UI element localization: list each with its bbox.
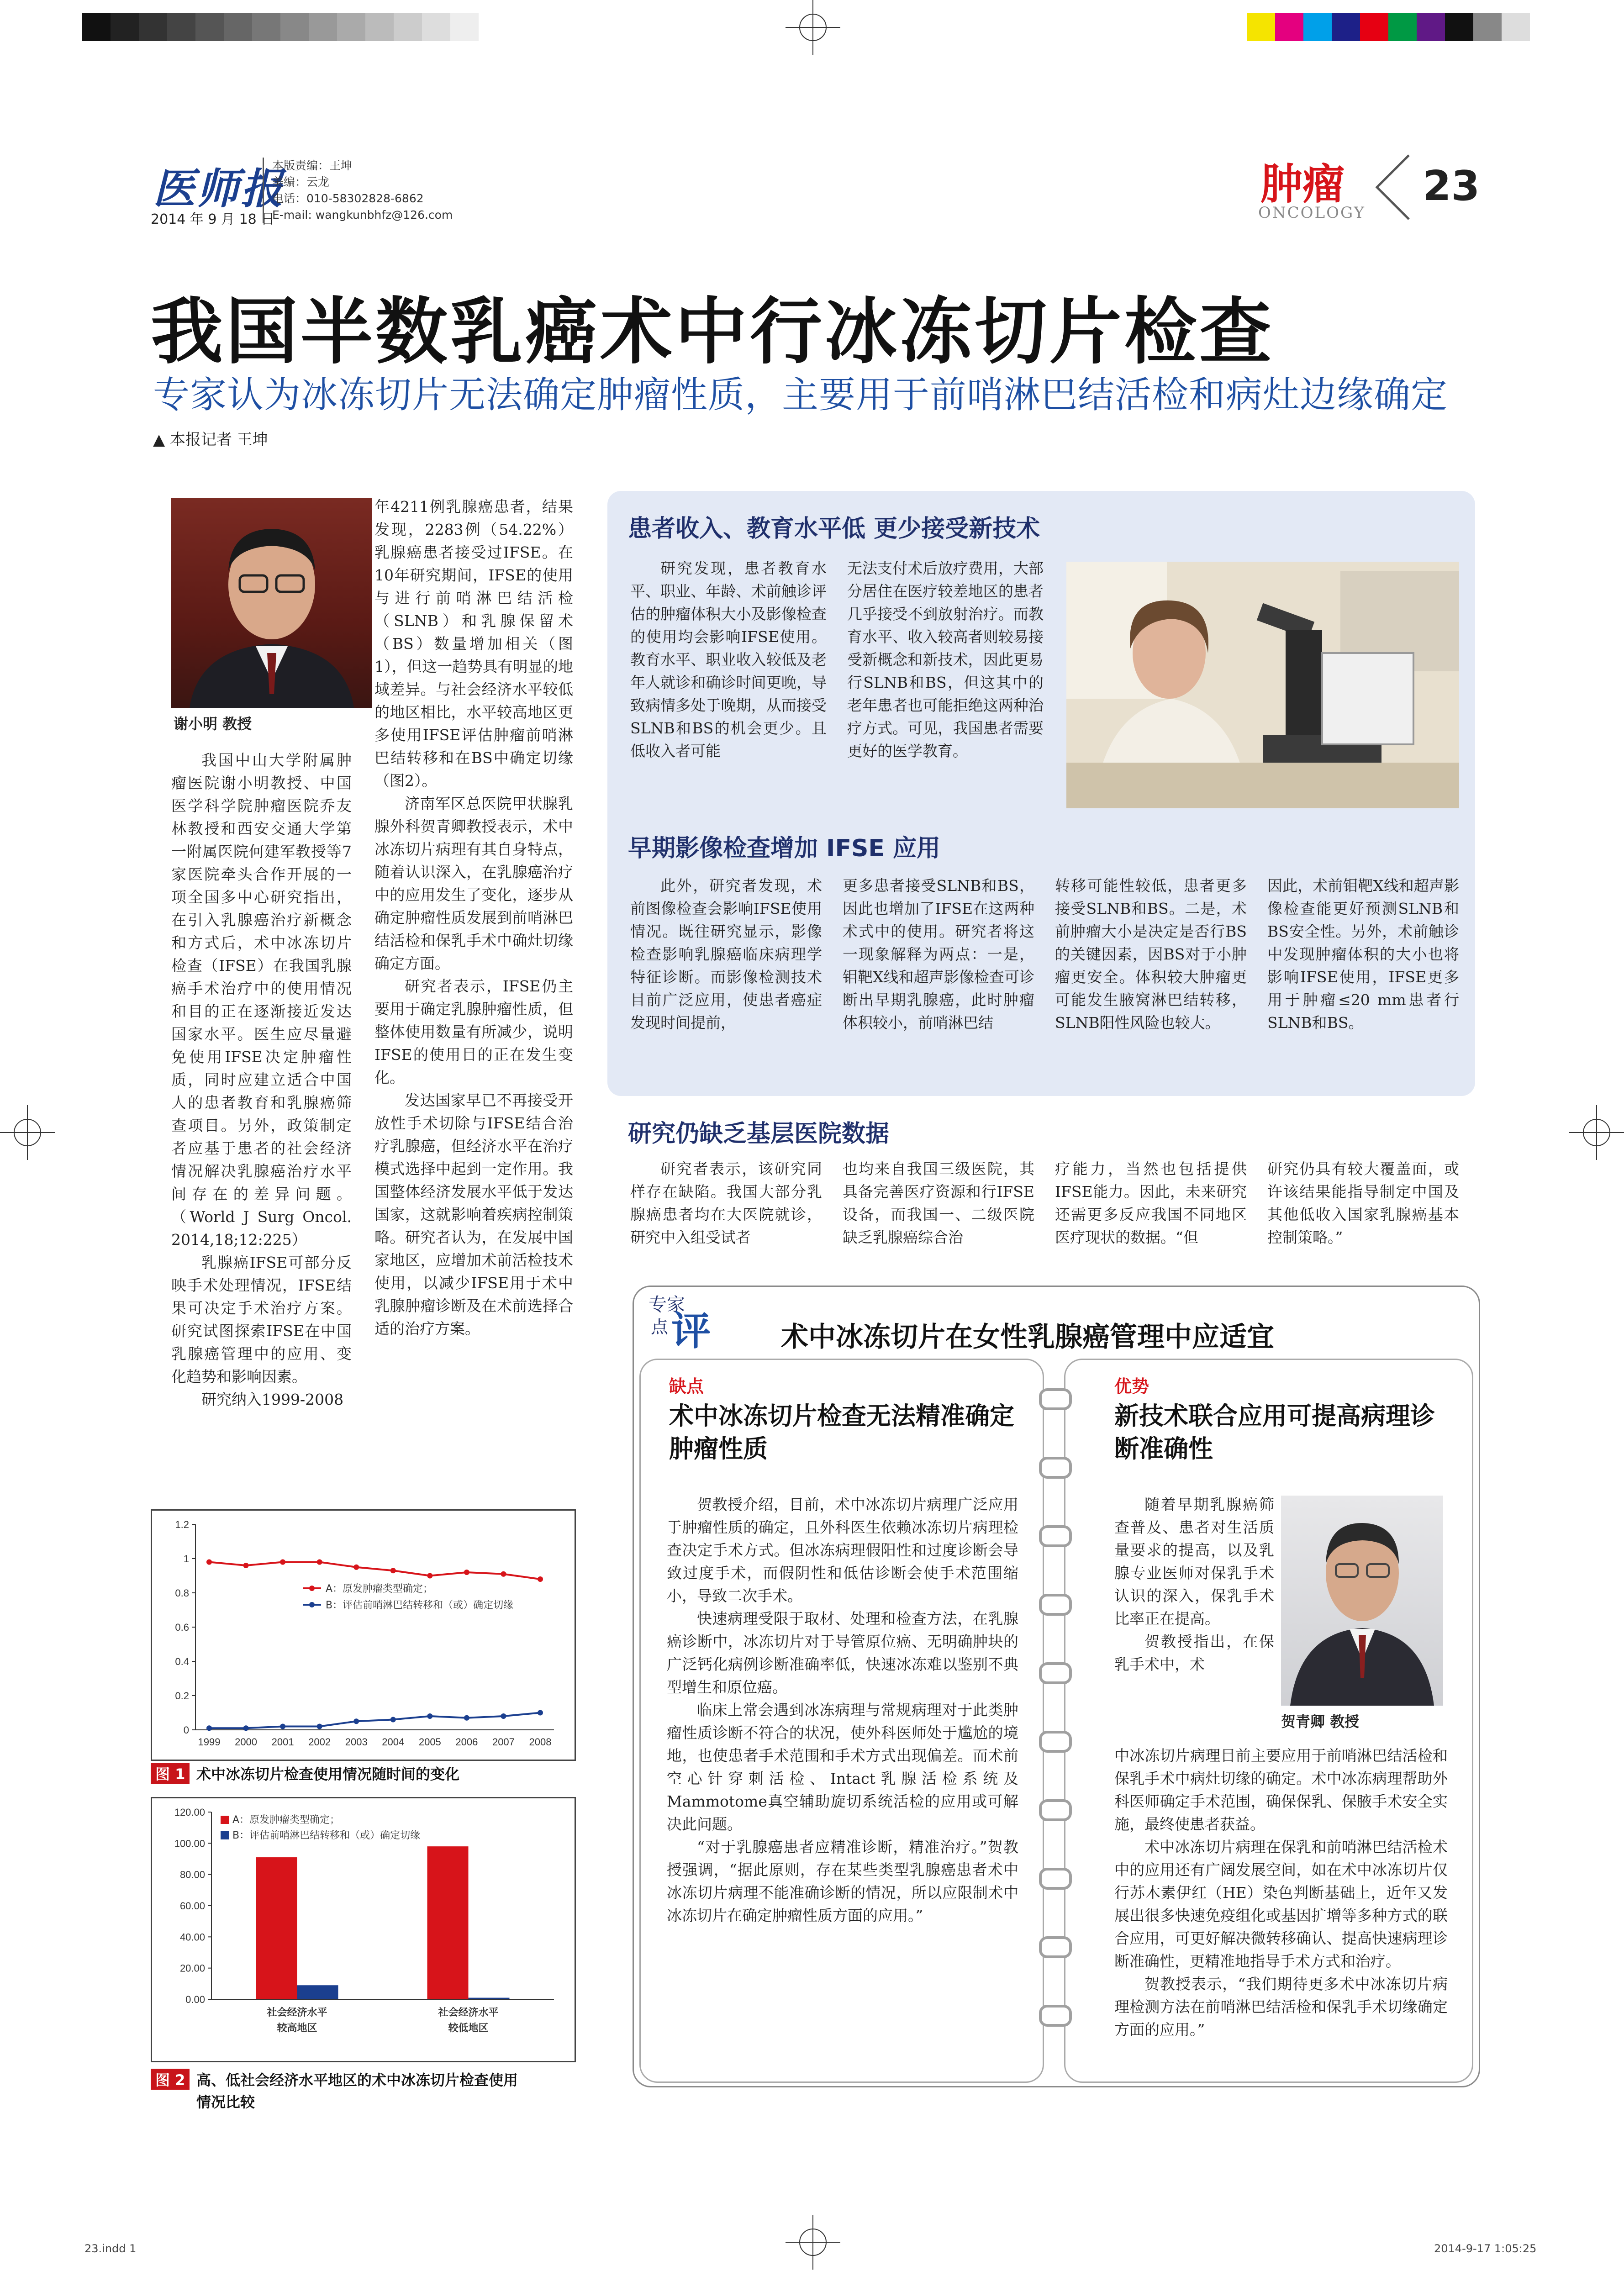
newspaper-logo: 医师报 — [153, 164, 285, 213]
paragraph: 年4211例乳腺癌患者，结果发现，2283例（54.22%）乳腺癌患者接受过IFSE。在10年研究期间，IFSE的使用与进行前哨淋巴结活检（SLNB）和乳腺保留术（BS）数量增加相关（图1），但这一趋势具有明显的地域差异。与社会经济水平较低的地区相比，水平较高地区更多使用IFSE评估肿瘤前哨淋巴结转移和在BS中确定切缘（图2）。 — [374, 498, 573, 790]
y-tick-label: 0 — [183, 1724, 189, 1736]
paragraph: 发达国家早已不再接受开放性手术切除与IFSE结合治疗乳腺癌，但经济水平在治疗模式选择中起到一定作用。我国整体经济发展水平低于发达国家，这就影响着疾病控制策略。研究者认为，在发展中国家地区，应增加术前活检技术使用，以减少IFSE用于术中乳腺肿瘤诊断及在术前选择合适的治疗方案。 — [374, 1091, 573, 1338]
box2-column-2 — [843, 875, 1034, 1034]
box2-column-4 — [1267, 875, 1459, 1034]
paragraph: 研究仍具有较大覆盖面，或许该结果能指导制定中国及其他低收入国家乳腺癌基本控制策略。” — [1267, 1160, 1459, 1246]
x-tick-label: 2008 — [529, 1736, 552, 1748]
editor-line: 本版责编：王坤 — [272, 159, 353, 172]
binder-ring — [1039, 1936, 1072, 1958]
disadvantage-title: 术中冰冻切片检查无法精准确定肿瘤性质 — [669, 1402, 1014, 1463]
binder-ring — [1039, 1731, 1072, 1753]
author-photo-caption: 谢小明 教授 — [174, 715, 252, 732]
figure2-label: 图 2 — [151, 2069, 190, 2090]
binder-ring — [1039, 1457, 1072, 1479]
legend-label: A：原发肿瘤类型确定； — [232, 1814, 340, 1826]
advantage-label: 优势 — [1114, 1376, 1149, 1396]
y-tick-label: 0.8 — [175, 1587, 189, 1599]
box2-heading: 早期影像检查增加 IFSE 应用 — [628, 835, 941, 862]
section3-column-1 — [630, 1158, 822, 1249]
expert-photo — [1281, 1496, 1443, 1706]
section3-column-3 — [1055, 1158, 1247, 1249]
expert-comment-title: 术中冰冻切片在女性乳腺癌管理中应适宜 — [781, 1321, 1274, 1353]
section-name: 肿瘤 — [1260, 159, 1345, 209]
x-tick-label: 2004 — [382, 1736, 405, 1748]
legend-swatch — [221, 1816, 229, 1824]
footer-filename: 23.indd 1 — [84, 2242, 137, 2255]
paragraph: 济南军区总医院甲状腺乳腺外科贺青卿教授表示，术中冰冻切片病理有其自身特点，随着认识深入，在乳腺癌治疗中的应用发生了变化，逐步从确定肿瘤性质发展到前哨淋巴结活检和保乳手术中确灶切缘确定方面。 — [374, 795, 573, 972]
paragraph: 转移可能性较低，患者更多接受SLNB和BS。二是，术前肿瘤大小是决定是否行BS的关键因素，因BS对于小肿瘤更安全。体积较大肿瘤更可能发生腋窝淋巴结转移，SLNB阳性风险也较大。 — [1055, 877, 1247, 1032]
legend-marker — [309, 1602, 315, 1607]
expert-tag-label: 专家 — [649, 1294, 685, 1315]
bar — [469, 1998, 510, 1999]
section3-heading: 研究仍缺乏基层医院数据 — [628, 1120, 890, 1148]
category-label: 较低地区 — [448, 2023, 489, 2034]
data-point — [390, 1717, 396, 1723]
paragraph: 临床上常会遇到冰冻病理与常规病理对于此类肿瘤性质诊断不符合的状况，使外科医师处于尴尬的境地，也使患者手术范围和手术方式出现偏差。而术前空心针穿刺活检、Intact乳腺活检系统及Mammotome真空辅助旋切系统活检的应用或可解决此问题。 — [667, 1701, 1018, 1833]
advantage-text-bottom — [1114, 1744, 1448, 2041]
data-point — [317, 1724, 322, 1729]
data-point — [538, 1710, 543, 1716]
paragraph: 贺教授指出，在保乳手术中，术 — [1114, 1633, 1274, 1673]
byline: ▲ 本报记者 王坤 — [153, 431, 268, 449]
y-tick-label: 80.00 — [179, 1869, 205, 1881]
paragraph: 贺教授介绍，目前，术中冰冻切片病理广泛应用于肿瘤性质的确定，且外科医生依赖冰冻切片病理检查决定手术方式。但冰冻病理假阳性和过度诊断会导致过度手术，而假阴性和低估诊断会使手术范围缩小，导致二次手术。 — [667, 1496, 1018, 1605]
bar — [297, 1985, 338, 1999]
advantage-text-top — [1114, 1493, 1274, 1676]
color-registration-bar — [1247, 13, 1558, 41]
paragraph: 我国中山大学附属肿瘤医院谢小明教授、中国医学科学院肿瘤医院乔友林教授和西安交通大学第一附属医院何建军教授等7家医院牵头合作开展的一项全国多中心研究指出，在引入乳腺癌治疗新概念和方式后，术中冰冻切片检查（IFSE）在我国乳腺癌手术治疗中的使用情况和目的正在逐渐接近发达国家水平。医生应尽量避免使用IFSE决定肿瘤性质，同时应建立适合中国人的患者教育和乳腺癌筛查项目。另外，政策制定者应基于患者的社会经济情况解决乳腺癌治疗水平间存在的差异问题。（World J Surg Oncol. 2014,18;12:225） — [171, 751, 352, 1249]
category-label: 社会经济水平 — [267, 2007, 327, 2018]
binder-ring — [1039, 1799, 1072, 1821]
figure1-line-chart — [151, 1509, 576, 1761]
paragraph: 术中冰冻切片病理在保乳和前哨淋巴结活检术中的应用还有广阔发展空间，如在术中冰冻切片仅行苏木素伊红（HE）染色判断基础上，近年又发展出很多快速免疫组化或基因扩增等多种方式的联合应用，可更好解决微转移确认、提高快速病理诊断准确性，更精准地指导手术方式和治疗。 — [1114, 1838, 1448, 1970]
editor-line: E-mail: wangkunbhfz@126.com — [272, 208, 453, 221]
data-point — [206, 1560, 212, 1565]
expert-tag-point: 点 — [651, 1317, 669, 1337]
figure2-title-line1: 高、低社会经济水平地区的术中冰冻切片检查使用 — [196, 2071, 518, 2089]
y-tick-label: 0.00 — [185, 1994, 205, 2005]
expert-photo-caption: 贺青卿 教授 — [1281, 1713, 1360, 1730]
subheadline: 专家认为冰冻切片无法确定肿瘤性质，主要用于前哨淋巴结活检和病灶边缘确定 — [153, 374, 1448, 416]
box1-column-2 — [847, 557, 1044, 763]
x-tick-label: 1999 — [198, 1736, 221, 1748]
y-tick-label: 0.6 — [175, 1622, 189, 1633]
binder-ring — [1039, 2005, 1072, 2027]
section-name-english: ONCOLOGY — [1258, 204, 1366, 222]
laboratory-microscope-photo — [1066, 562, 1459, 808]
paragraph: 研究者表示，该研究同样存在缺陷。我国大部分乳腺癌患者均在大医院就诊，研究中入组受试者 — [630, 1160, 822, 1246]
paragraph: 疗能力，当然也包括提供IFSE能力。因此，未来研究还需更多反应我国不同地区医疗现状的数据。“但 — [1055, 1160, 1247, 1246]
paragraph: 快速病理受限于取材、处理和检查方法，在乳腺癌诊断中，冰冻切片对于导管原位癌、无明确肿块的广泛钙化病例诊断准确率低，快速冰冻难以鉴别不典型增生和原位癌。 — [667, 1610, 1018, 1696]
data-point — [353, 1718, 359, 1724]
data-point — [206, 1725, 212, 1731]
y-tick-label: 0.4 — [175, 1656, 189, 1667]
data-point — [390, 1568, 396, 1573]
binder-ring — [1039, 1594, 1072, 1616]
paragraph: 研究纳入1999-2008 — [201, 1391, 344, 1408]
paragraph: “对于乳腺癌患者应精准诊断，精准治疗。”贺教授强调，“据此原则，存在某些类型乳腺癌患者术中冰冻切片病理不能准确诊断的情况，所以应限制术中冰冻切片在确定肿瘤性质方面的应用。” — [667, 1838, 1018, 1924]
data-point — [501, 1713, 506, 1719]
x-tick-label: 2007 — [492, 1736, 515, 1748]
data-point — [427, 1713, 432, 1719]
series-line — [209, 1562, 540, 1580]
data-point — [427, 1573, 432, 1579]
expert-tag-comment: 评 — [671, 1308, 711, 1354]
y-tick-label: 100.00 — [174, 1838, 205, 1849]
data-point — [317, 1560, 322, 1565]
binder-ring — [1039, 1662, 1072, 1684]
data-point — [538, 1576, 543, 1582]
box2-column-3 — [1055, 875, 1247, 1034]
paragraph: 研究发现，患者教育水平、职业、年龄、术前触诊评估的肿瘤体积大小及影像检查的使用均会影响IFSE使用。教育水平、职业收入较低及老年人就诊和确诊时间更晚，导致病情多处于晚期，从而接受SLNB和BS的机会更少。且低收入者可能 — [630, 559, 827, 760]
paragraph: 无法支付术后放疗费用，大部分居住在医疗较差地区的患者几乎接受不到放射治疗。而教育水平、收入较高者则较易接受新概念和新技术，因此更易行SLNB和BS，但这其中的老年患者也可能拒绝这两种治疗方式。可见，我国患者需要更好的医学教育。 — [847, 559, 1044, 760]
y-tick-label: 40.00 — [179, 1931, 205, 1943]
editor-line: 电话：010-58302828-6862 — [272, 192, 424, 205]
paragraph: 乳腺癌IFSE可部分反映手术处理情况，IFSE结果可决定手术治疗方案。研究试图探索IFSE在中国乳腺癌管理中的应用、变化趋势和影响因素。 — [171, 1254, 352, 1386]
data-point — [243, 1725, 249, 1731]
data-point — [464, 1715, 469, 1721]
headline: 我国半数乳癌术中行冰冻切片检查 — [151, 290, 1274, 374]
author-photo — [171, 498, 372, 708]
x-tick-label: 2003 — [345, 1736, 368, 1748]
legend-swatch — [221, 1831, 229, 1839]
paragraph: 随着早期乳腺癌筛查普及、患者对生活质量要求的提高，以及乳腺专业医师对保乳手术认识的深入，保乳手术比率正在提高。 — [1114, 1496, 1274, 1628]
issue-date: 2014 年 9 月 18 日 — [151, 211, 275, 227]
box1-column-1 — [630, 557, 827, 763]
legend-label: B：评估前哨淋巴结转移和（或）确定切缘 — [232, 1830, 421, 1841]
registration-crosshair-left — [0, 1105, 55, 1160]
x-tick-label: 2002 — [308, 1736, 331, 1748]
footer-timestamp: 2014-9-17 1:05:25 — [1434, 2242, 1537, 2255]
editor-line: 美编：云龙 — [272, 175, 330, 189]
chevron-left-icon — [1368, 151, 1423, 224]
box2-column-1 — [630, 875, 822, 1034]
bar — [256, 1857, 297, 1999]
data-point — [243, 1563, 249, 1568]
box1-heading: 患者收入、教育水平低 更少接受新技术 — [628, 515, 1040, 543]
editor-info — [263, 158, 453, 223]
y-tick-label: 1 — [183, 1553, 189, 1565]
paragraph: 研究者表示，IFSE仍主要用于确定乳腺肿瘤性质，但整体使用数量有所减少，说明IFSE的使用目的正在发生变化。 — [374, 977, 573, 1086]
y-tick-label: 120.00 — [174, 1807, 205, 1818]
article-column-1 — [171, 749, 352, 1411]
data-point — [501, 1571, 506, 1577]
registration-crosshair-top — [786, 0, 840, 55]
legend-label: A：原发肿瘤类型确定； — [326, 1583, 433, 1595]
x-tick-label: 2006 — [455, 1736, 478, 1748]
paragraph: 也均来自我国三级医院，其具备完善医疗资源和行IFSE设备，而我国一、二级医院缺乏乳腺癌综合治 — [843, 1160, 1034, 1246]
figure1-label: 图 1 — [151, 1763, 190, 1784]
y-tick-label: 60.00 — [179, 1900, 205, 1912]
figure1-title: 术中冰冻切片检查使用情况随时间的变化 — [196, 1765, 460, 1783]
bar — [427, 1846, 469, 1999]
data-point — [280, 1560, 285, 1565]
article-column-2 — [374, 495, 573, 1340]
section3-column-2 — [843, 1158, 1034, 1249]
figure2-bar-chart — [151, 1797, 576, 2062]
paragraph: 因此，术前钼靶X线和超声影像检查能更好预测SLNB和BS安全性。另外，术前触诊中发现肿瘤体积的大小也将影响IFSE使用，IFSE更多用于肿瘤≤20 mm患者行SLNB和BS。 — [1267, 877, 1459, 1032]
disadvantage-label: 缺点 — [669, 1376, 704, 1396]
advantage-title: 新技术联合应用可提高病理诊断准确性 — [1114, 1402, 1435, 1463]
x-tick-label: 2001 — [271, 1736, 294, 1748]
binder-ring — [1039, 1525, 1072, 1547]
figure2-title-line2: 情况比较 — [196, 2093, 255, 2111]
y-tick-label: 1.2 — [175, 1519, 189, 1530]
binder-ring — [1039, 1868, 1072, 1890]
page-number: 23 — [1423, 162, 1480, 210]
data-point — [280, 1724, 285, 1729]
binder-ring — [1039, 1388, 1072, 1410]
paragraph: 更多患者接受SLNB和BS，因此也增加了IFSE在这两种术式中的使用。研究者将这一现象解释为两点：一是，钼靶X线和超声影像检查可诊断出早期乳腺癌，此时肿瘤体积较小，前哨淋巴结 — [843, 877, 1034, 1032]
disadvantage-text — [667, 1493, 1018, 1927]
x-tick-label: 2005 — [418, 1736, 441, 1748]
registration-crosshair-right — [1569, 1105, 1624, 1160]
category-label: 较高地区 — [277, 2023, 317, 2034]
category-label: 社会经济水平 — [438, 2007, 499, 2018]
grayscale-registration-bar — [82, 13, 479, 41]
series-line — [209, 1713, 540, 1728]
section3-column-4 — [1267, 1158, 1459, 1249]
data-point — [353, 1565, 359, 1570]
data-point — [464, 1570, 469, 1575]
registration-crosshair-bottom — [786, 2215, 840, 2270]
y-tick-label: 20.00 — [179, 1962, 205, 1974]
paragraph: 中冰冻切片病理目前主要应用于前哨淋巴结活检和保乳手术中病灶切缘的确定。术中冰冻病理帮助外科医师确定手术范围，确保保乳、保腋手术安全实施，最终使患者获益。 — [1114, 1747, 1448, 1833]
paragraph: 贺教授表示，“我们期待更多术中冰冻切片病理检测方法在前哨淋巴结活检和保乳手术切缘确定方面的应用。” — [1114, 1975, 1448, 2039]
y-tick-label: 0.2 — [175, 1690, 189, 1702]
legend-label: B：评估前哨淋巴结转移和（或）确定切缘 — [326, 1600, 514, 1611]
paragraph: 此外，研究者发现，术前图像检查会影响IFSE使用情况。既往研究显示，影像检查影响乳腺癌临床病理学特征诊断。而影像检测技术目前广泛应用，使患者癌症发现时间提前， — [630, 877, 822, 1032]
x-tick-label: 2000 — [235, 1736, 258, 1748]
legend-marker — [309, 1586, 315, 1591]
